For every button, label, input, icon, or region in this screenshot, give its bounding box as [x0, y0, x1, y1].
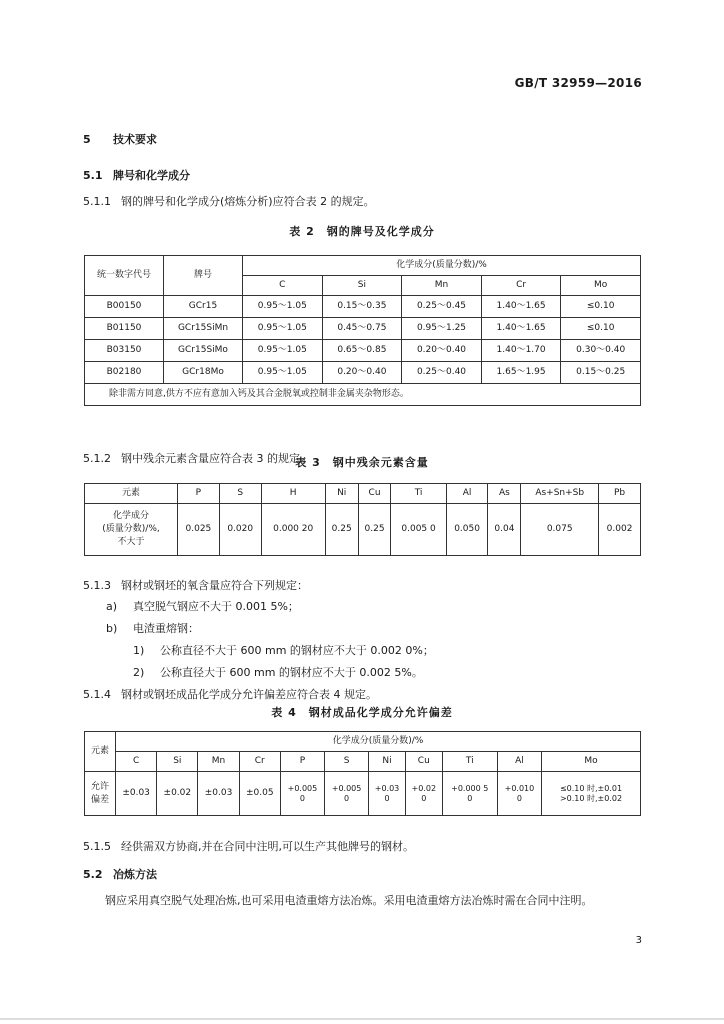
table-cell: 0.45～0.75	[322, 318, 402, 340]
list-item-a	[106, 598, 299, 614]
header-composition: 化学成分(质量分数)/%	[116, 732, 641, 752]
section-number: 5.1	[83, 169, 103, 182]
table-cell: ≤0.10	[561, 318, 641, 340]
table-cell: 0.050	[446, 504, 488, 556]
table-cell: 0.04	[488, 504, 521, 556]
list-item-b	[106, 620, 199, 636]
element-header: S	[325, 752, 369, 772]
table-cell: 0.30～0.40	[561, 340, 641, 362]
list-marker: 1)	[133, 644, 145, 657]
element-header: Cr	[481, 276, 561, 296]
list-text: 公称直径大于 600 mm 的钢材应不大于 0.002 5%。	[160, 666, 423, 679]
table-cell	[369, 772, 406, 816]
clause-number: 5.1.3	[83, 579, 111, 592]
table-cell: 0.075	[521, 504, 599, 556]
clause-number: 5.1.1	[83, 195, 111, 208]
header-element: 元素	[85, 484, 178, 504]
list-marker: a)	[106, 600, 118, 613]
table-cell: 0.15～0.35	[322, 296, 402, 318]
clause-number: 5.1.4	[83, 688, 111, 701]
element-header: Cu	[405, 752, 442, 772]
section-title: 牌号和化学成分	[113, 169, 190, 182]
table-cell	[497, 772, 541, 816]
table-cell: 0.95～1.05	[243, 340, 323, 362]
table-cell: ±0.03	[198, 772, 239, 816]
element-header: Al	[497, 752, 541, 772]
table-cell	[405, 772, 442, 816]
list-text: 公称直径不大于 600 mm 的钢材应不大于 0.002 0%；	[160, 644, 434, 657]
element-header: As	[488, 484, 521, 504]
section-title: 冶炼方法	[113, 868, 157, 881]
list-marker: 2)	[133, 666, 145, 679]
element-header: Ti	[391, 484, 446, 504]
row-label-line: 允许	[90, 781, 109, 792]
clause-text: 钢中残余元素含量应符合表 3 的规定。	[121, 452, 311, 465]
row-label-line: 化学成分	[112, 511, 149, 521]
element-header: P	[178, 484, 220, 504]
list-text: 真空脱气钢应不大于 0.001 5%；	[133, 600, 299, 613]
element-header: Mo	[561, 276, 641, 296]
tolerance-upper: +0.000 5	[451, 783, 489, 793]
list-marker: b)	[106, 622, 118, 635]
element-header: H	[261, 484, 325, 504]
table-4	[84, 731, 641, 816]
table-cell: 0.020	[219, 504, 261, 556]
table-cell: 0.025	[178, 504, 220, 556]
tolerance-upper: +0.02	[411, 783, 437, 793]
section-5-heading	[83, 131, 157, 147]
table-cell: 0.000 20	[261, 504, 325, 556]
element-header: C	[116, 752, 157, 772]
table-cell: 0.95～1.05	[243, 296, 323, 318]
clause-text: 钢材或钢坯成品化学成分允许偏差应符合表 4 规定。	[121, 688, 377, 701]
row-label-line: 不大于	[117, 537, 145, 547]
table-cell	[442, 772, 497, 816]
table-note: 除非需方同意,供方不应有意加入钙及其合金脱氧或控制非金属夹杂物形态。	[85, 384, 641, 406]
table-cell: 0.95～1.05	[243, 362, 323, 384]
section-number: 5	[83, 133, 91, 146]
mo-tolerance-2: >0.10 时,±0.02	[559, 793, 623, 803]
tolerance-lower: 0	[384, 793, 390, 803]
clause-text: 钢的牌号和化学成分(熔炼分析)应符合表 2 的规定。	[121, 195, 375, 208]
table-cell: GCr15	[164, 296, 243, 318]
list-item-b1	[133, 642, 434, 658]
header-composition: 化学成分(质量分数)/%	[243, 256, 641, 276]
element-header: As+Sn+Sb	[521, 484, 599, 504]
element-header: Al	[446, 484, 488, 504]
element-header: Pb	[599, 484, 641, 504]
table-2	[84, 255, 641, 406]
element-header: C	[243, 276, 323, 296]
table-cell: 1.40～1.70	[481, 340, 561, 362]
table-row	[85, 318, 641, 340]
element-header: Ti	[442, 752, 497, 772]
tolerance-lower: 0	[299, 793, 305, 803]
element-header: Cu	[358, 484, 391, 504]
list-item-b2	[133, 664, 423, 680]
table-cell: B03150	[85, 340, 164, 362]
tolerance-lower: 0	[421, 793, 427, 803]
tolerance-lower: 0	[344, 793, 350, 803]
table-cell: ≤0.10	[561, 296, 641, 318]
tolerance-lower: 0	[467, 793, 473, 803]
table-cell: ±0.03	[116, 772, 157, 816]
header-code: 统一数字代号	[85, 256, 164, 296]
row-label-line: 偏差	[90, 794, 109, 805]
table-cell: 0.15～0.25	[561, 362, 641, 384]
table-cell: 0.25	[358, 504, 391, 556]
tolerance-upper: +0.03	[374, 783, 400, 793]
table-2-caption: 表 2 钢的牌号及化学成分	[289, 225, 435, 238]
tolerance-upper: +0.005	[331, 783, 362, 793]
element-header: Mo	[542, 752, 641, 772]
row-label	[85, 504, 178, 556]
element-header: Si	[322, 276, 402, 296]
table-cell: 0.25～0.45	[402, 296, 482, 318]
table-cell: B02180	[85, 362, 164, 384]
header-element: 元素	[85, 732, 116, 772]
page-number: 3	[635, 935, 642, 946]
table-cell: 1.40～1.65	[481, 296, 561, 318]
clause-5-1-5	[83, 838, 414, 854]
table-cell: 0.25	[325, 504, 358, 556]
table-cell: GCr18Mo	[164, 362, 243, 384]
element-header: Cr	[239, 752, 280, 772]
table-cell: 0.95～1.25	[402, 318, 482, 340]
section-number: 5.2	[83, 868, 103, 881]
tolerance-lower: 0	[516, 793, 522, 803]
table-cell: 0.95～1.05	[243, 318, 323, 340]
body-paragraph: 钢应采用真空脱气处理冶炼,也可采用电渣重熔方法冶炼。采用电渣重熔方法冶炼时需在合同中注明。	[105, 894, 593, 907]
header-grade: 牌号	[164, 256, 243, 296]
table-cell	[542, 772, 641, 816]
table-cell: 0.005 0	[391, 504, 446, 556]
tolerance-upper: +0.005	[287, 783, 318, 793]
table-cell	[325, 772, 369, 816]
element-header: S	[219, 484, 261, 504]
table-cell: 1.40～1.65	[481, 318, 561, 340]
clause-text: 钢材或钢坯的氧含量应符合下列规定：	[121, 579, 308, 592]
table-3-caption: 表 3 钢中残余元素含量	[295, 456, 429, 469]
tolerance-upper: +0.010	[504, 783, 535, 793]
section-5-2-heading	[83, 866, 157, 882]
table-row	[85, 340, 641, 362]
row-label-line: (质量分数)/%,	[102, 524, 160, 534]
clause-5-1-1	[83, 193, 375, 209]
clause-5-1-3	[83, 577, 308, 593]
section-title: 技术要求	[113, 133, 157, 146]
page-bottom-edge	[0, 1018, 724, 1020]
mo-tolerance-1: ≤0.10 时,±0.01	[559, 783, 623, 793]
clause-text: 经供需双方协商,并在合同中注明,可以生产其他牌号的钢材。	[121, 840, 414, 853]
clause-number: 5.1.5	[83, 840, 111, 853]
row-label	[85, 772, 116, 816]
table-cell: 0.65～0.85	[322, 340, 402, 362]
element-header: Mn	[402, 276, 482, 296]
standard-number: GB/T 32959—2016	[514, 76, 642, 90]
table-row	[85, 362, 641, 384]
section-5-1-heading	[83, 167, 190, 183]
element-header: P	[280, 752, 324, 772]
table-row	[85, 772, 641, 816]
table-4-caption: 表 4 钢材成品化学成分允许偏差	[271, 706, 453, 719]
element-header: Ni	[325, 484, 358, 504]
clause-5-1-4	[83, 686, 377, 702]
clause-number: 5.1.2	[83, 452, 111, 465]
table-cell: GCr15SiMo	[164, 340, 243, 362]
table-row	[85, 296, 641, 318]
table-cell: ±0.02	[157, 772, 198, 816]
table-row	[85, 504, 641, 556]
table-3	[84, 483, 641, 556]
element-header: Si	[157, 752, 198, 772]
table-cell: B00150	[85, 296, 164, 318]
element-header: Mn	[198, 752, 239, 772]
table-cell: 0.002	[599, 504, 641, 556]
table-cell: GCr15SiMn	[164, 318, 243, 340]
list-text: 电渣重熔钢：	[133, 622, 199, 635]
table-cell	[280, 772, 324, 816]
table-cell: ±0.05	[239, 772, 280, 816]
table-cell: 1.65～1.95	[481, 362, 561, 384]
table-cell: 0.20～0.40	[402, 340, 482, 362]
table-cell: 0.25～0.40	[402, 362, 482, 384]
element-header: Ni	[369, 752, 406, 772]
table-cell: B01150	[85, 318, 164, 340]
table-cell: 0.20～0.40	[322, 362, 402, 384]
